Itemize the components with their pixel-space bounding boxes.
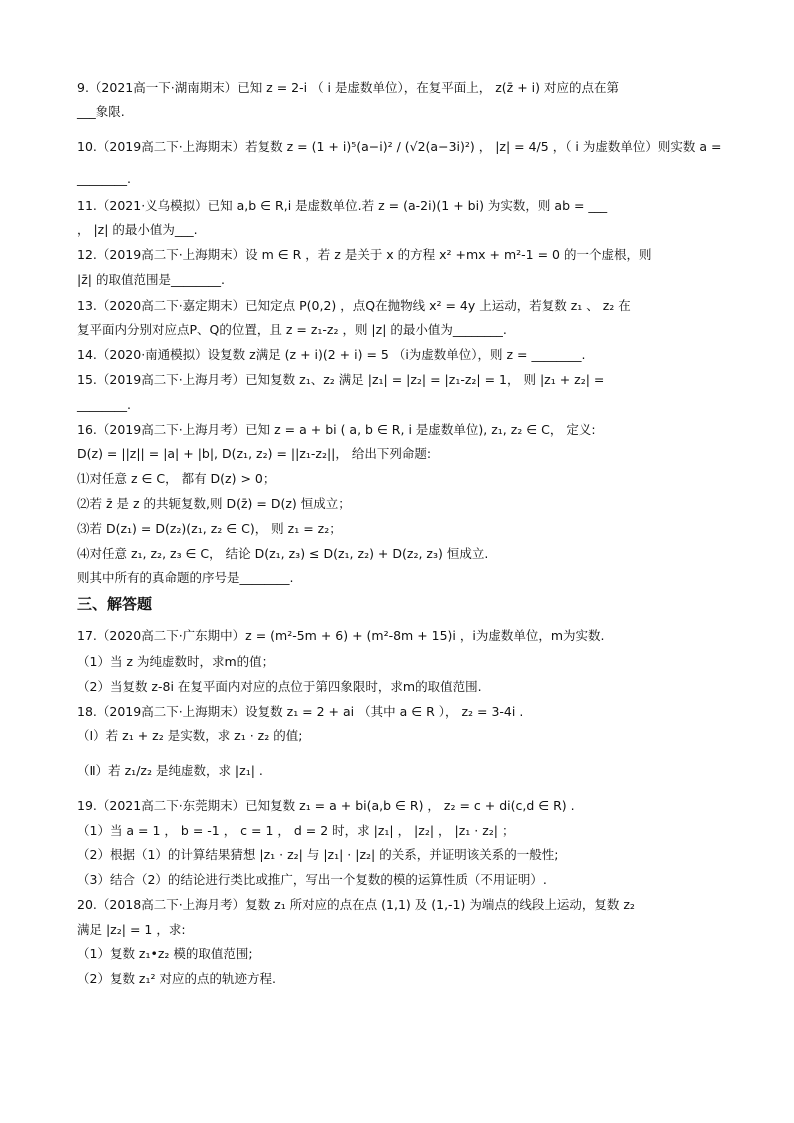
q10-line-1: 10.（2019高二下·上海期末）若复数 z = (1 + i)⁵(a−i)² / (√2(a−3i)²) ， |z| = 4/5 ，（ i 为虚数单位）则实数 a =: [77, 139, 722, 154]
q16-line-last: 则其中所有的真命题的序号是________.: [77, 570, 294, 585]
q18-part-2: （Ⅱ）若 z₁/z₂ 是纯虚数，求 |z₁| .: [77, 763, 263, 778]
q16-prop-4: ⑷对任意 z₁, z₂, z₃ ∈ C， 结论 D(z₁, z₃) ≤ D(z₁, z₂) + D(z₂, z₃) 恒成立.: [77, 546, 489, 561]
q17-part-2: （2）当复数 z-8i 在复平面内对应的点位于第四象限时，求m的取值范围.: [77, 679, 482, 694]
q11-line-2: ， |z| 的最小值为___.: [77, 222, 198, 237]
q12-line-1: 12.（2019高二下·上海期末）设 m ∈ R ，若 z 是关于 x 的方程 x² +mx + m²-1 = 0 的一个虚根，则: [77, 247, 652, 262]
q9-line-1: 9.（2021高一下·湖南期末）已知 z = 2-i （ i 是虚数单位），在复平面上， z(z̄ + i) 对应的点在第: [77, 80, 619, 95]
q19-part-3: （3）结合（2）的结论进行类比或推广，写出一个复数的模的运算性质（不用证明）.: [77, 872, 547, 887]
q11-line-1: 11.（2021·义乌模拟）已知 a,b ∈ R,i 是虚数单位.若 z = (a-2i)(1 + bi) 为实数，则 ab = ___: [77, 198, 608, 213]
q14-line: 14.（2020·南通模拟）设复数 z满足 (z + i)(2 + i) = 5 （i为虚数单位），则 z = ________.: [77, 347, 586, 362]
q20-line-1: 20.（2018高二下·上海月考）复数 z₁ 所对应的点在点 (1,1) 及 (1,-1) 为端点的线段上运动，复数 z₂: [77, 897, 635, 912]
q15-line-1: 15.（2019高二下·上海月考）已知复数 z₁、z₂ 满足 |z₁| = |z₂| = |z₁-z₂| = 1， 则 |z₁ + z₂| =: [77, 372, 605, 387]
q20-line-2: 满足 |z₂| = 1 ，求:: [77, 922, 186, 937]
q18-line-1: 18.（2019高二下·上海期末）设复数 z₁ = 2 + ai （其中 a ∈ R ）， z₂ = 3-4i .: [77, 704, 524, 719]
q15-line-2: ________.: [77, 397, 131, 412]
q12-line-2: |z̄| 的取值范围是________.: [77, 272, 225, 287]
q19-line-1: 19.（2021高二下·东莞期末）已知复数 z₁ = a + bi(a,b ∈ R) ， z₂ = c + di(c,d ∈ R) .: [77, 798, 575, 813]
q10-line-2: ________.: [77, 171, 131, 186]
q17-part-1: （1）当 z 为纯虚数时，求m的值；: [77, 654, 275, 669]
q16-line-1: 16.（2019高二下·上海月考）已知 z = a + bi ( a, b ∈ R, i 是虚数单位), z₁, z₂ ∈ C， 定义:: [77, 422, 596, 437]
q20-part-1: （1）复数 z₁•z₂ 模的取值范围;: [77, 946, 253, 961]
section-heading: 三、解答题: [77, 595, 153, 613]
q20-part-2: （2）复数 z₁² 对应的点的轨迹方程.: [77, 971, 276, 986]
q19-part-2: （2）根据（1）的计算结果猜想 |z₁ · z₂| 与 |z₁| · |z₂| 的关系，并证明该关系的一般性;: [77, 847, 559, 862]
q16-prop-3: ⑶若 D(z₁) = D(z₂)(z₁, z₂ ∈ C)， 则 z₁ = z₂；: [77, 521, 342, 536]
q13-line-1: 13.（2020高二下·嘉定期末）已知定点 P(0,2) ，点Q在抛物线 x² = 4y 上运动，若复数 z₁ 、 z₂ 在: [77, 298, 631, 313]
q19-part-1: （1）当 a = 1 ， b = -1 ， c = 1 ， d = 2 时，求 |z₁| ， |z₂| ， |z₁ · z₂| ；: [77, 823, 515, 838]
q16-prop-1: ⑴对任意 z ∈ C， 都有 D(z) > 0；: [77, 471, 276, 486]
q16-line-2: D(z) = ||z|| = |a| + |b|, D(z₁, z₂) = ||z₁-z₂||， 给出下列命题:: [77, 446, 432, 461]
q16-prop-2: ⑵若 z̄ 是 z 的共轭复数,则 D(z̄) = D(z) 恒成立；: [77, 496, 351, 511]
q17-line-1: 17.（2020高二下·广东期中）z = (m²-5m + 6) + (m²-8m + 15)i ，i为虚数单位，m为实数.: [77, 628, 605, 643]
q13-line-2: 复平面内分别对应点P、Q的位置，且 z = z₁-z₂ ，则 |z| 的最小值为________.: [77, 322, 507, 337]
q9-line-2: ___象限.: [77, 104, 125, 119]
q18-part-1: （Ⅰ）若 z₁ + z₂ 是实数，求 z₁ · z₂ 的值;: [77, 728, 303, 743]
